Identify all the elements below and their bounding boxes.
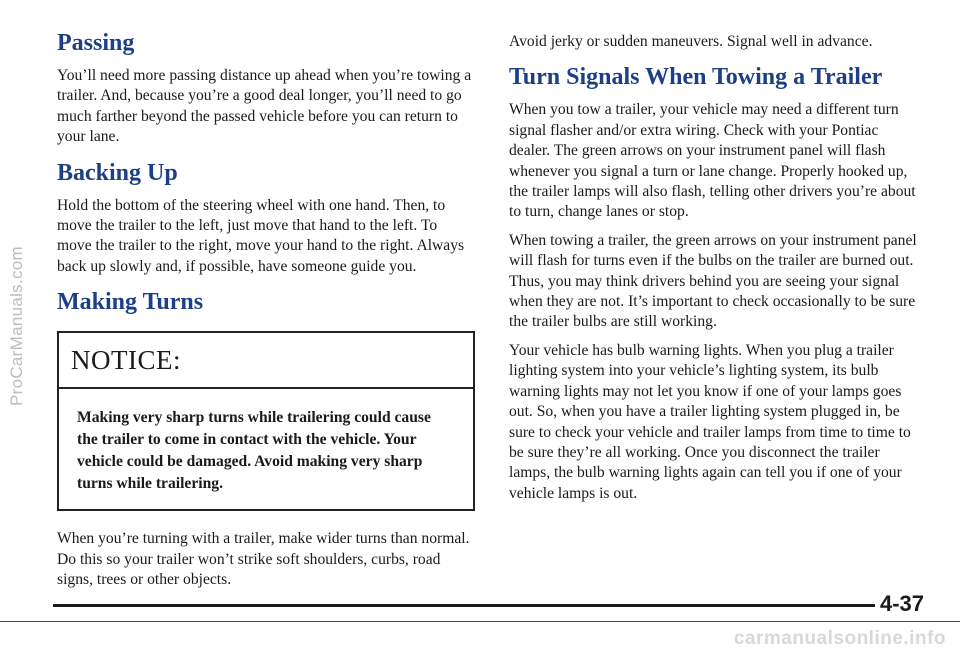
turn-signals-paragraph-1: When you tow a trailer, your vehicle may need a different turn signal flasher and/or extra wiring. Check with your Pontiac dealer. The green arrows on your instrument panel will flash whenever you signal a turn or lane change. Properly hooked up, the trailer lamps will also flash, telling other drivers you’re about to turn, change lanes or stop.: [509, 101, 916, 221]
notice-box: [57, 331, 475, 511]
right-column: [509, 32, 919, 504]
backing-up-heading: Backing Up: [57, 159, 178, 186]
page-number: 4-37: [880, 591, 925, 616]
turn-signals-heading: Turn Signals When Towing a Trailer: [509, 64, 883, 91]
making-turns-paragraph: When you’re turning with a trailer, make wider turns than normal. Do this so your trailer won’t strike soft shoulders, curbs, road signs, trees or other objects.: [57, 530, 470, 589]
passing-paragraph: You’ll need more passing distance up ahead when you’re towing a trailer. And, because you’re a good deal longer, you’ll need to go much farther beyond the passed vehicle before you can return to your lane.: [57, 67, 472, 146]
side-watermark: [4, 0, 30, 651]
making-turns-heading: Making Turns: [57, 289, 204, 316]
notice-label: NOTICE:: [59, 333, 473, 389]
side-watermark-text: ProCarManuals.com: [7, 245, 27, 406]
footer-rule: [53, 604, 875, 607]
left-column: [57, 28, 475, 590]
bottom-watermark: carmanualsonline.info: [733, 628, 946, 649]
passing-heading: Passing: [57, 30, 135, 56]
backing-up-paragraph: Hold the bottom of the steering wheel with one hand. Then, to move the trailer to the left, just move that hand to the left. To move the trailer to the right, move your hand to the right. Always back up slowly and, if possible, have someone guide you.: [57, 196, 465, 275]
turn-signals-paragraph-3: Your vehicle has bulb warning lights. When you plug a trailer lighting system into your vehicle’s lighting system, its bulb warning lights may not let you know if one of your lamps goes out. So, when you have a trailer lighting system plugged in, be sure to check your vehicle and trailer lamps from time to time to be sure they’re all working. Once you disconnect the trailer lamps, the bulb warning lights again can tell you if one of your vehicle lamps is out.: [509, 341, 911, 502]
footer-divider: [0, 621, 960, 622]
notice-text: Making very sharp turns while trailering could cause the trailer to come in contact with the vehicle. Your vehicle could be damaged. Avoid making very sharp turns while trailering.: [77, 409, 431, 493]
turn-signals-paragraph-2: When towing a trailer, the green arrows on your instrument panel will flash for turns even if the bulbs on the trailer are burned out. Thus, you may think drivers behind you are seeing your signal when they are not. It’s important to check occasionally to be sure the trailer bulbs are still working.: [509, 231, 917, 331]
intro-paragraph: Avoid jerky or sudden maneuvers. Signal well in advance.: [509, 33, 873, 50]
